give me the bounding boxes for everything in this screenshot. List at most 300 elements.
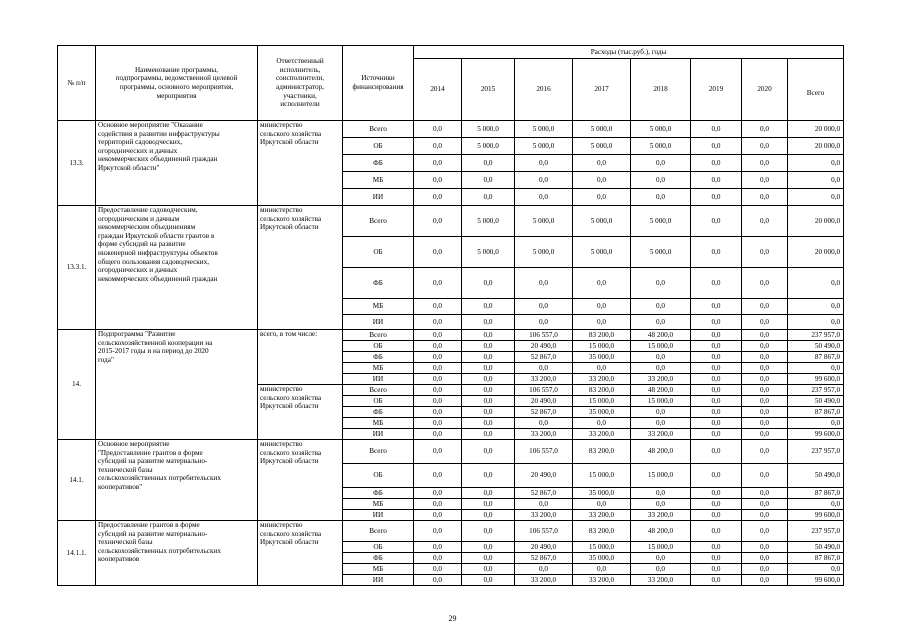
total-value: 99 600,0 [788, 374, 844, 385]
total-value: 87 867,0 [788, 407, 844, 418]
year-value: 0,0 [414, 155, 462, 172]
year-value: 0,0 [742, 189, 788, 206]
responsible-executor: министерство сельского хозяйства Иркутской области [258, 521, 343, 586]
year-value: 5 000,0 [631, 121, 691, 138]
header-year: 2019 [691, 59, 742, 121]
table-row [58, 206, 844, 237]
item-number: 13.3. [58, 121, 96, 206]
year-value: 0,0 [691, 155, 742, 172]
year-value: 0,0 [462, 499, 515, 510]
year-value: 0,0 [573, 499, 631, 510]
table-row [58, 330, 844, 341]
year-value: 0,0 [414, 341, 462, 352]
year-value: 0,0 [742, 521, 788, 542]
year-value: 0,0 [742, 553, 788, 564]
funding-source: МБ [343, 299, 414, 315]
funding-source: ОБ [343, 138, 414, 155]
header-num: № п/п [58, 46, 96, 121]
total-value: 50 490,0 [788, 396, 844, 407]
total-value: 50 490,0 [788, 341, 844, 352]
year-value: 0,0 [631, 418, 691, 429]
total-value: 20 000,0 [788, 206, 844, 237]
item-number: 14.1.1. [58, 521, 96, 586]
year-value: 0,0 [414, 363, 462, 374]
header-row-1 [58, 46, 844, 59]
year-value: 0,0 [414, 464, 462, 488]
year-value: 0,0 [631, 155, 691, 172]
year-value: 15 000,0 [573, 464, 631, 488]
year-value: 0,0 [414, 542, 462, 553]
responsible-executor: министерство сельского хозяйства Иркутской области [258, 206, 343, 330]
year-value: 0,0 [631, 299, 691, 315]
year-value: 0,0 [414, 440, 462, 464]
year-value: 0,0 [691, 575, 742, 586]
year-value: 5 000,0 [573, 237, 631, 268]
year-value: 0,0 [515, 564, 573, 575]
year-value: 83 200,0 [573, 440, 631, 464]
total-value: 0,0 [788, 155, 844, 172]
year-value: 0,0 [414, 553, 462, 564]
year-value: 33 200,0 [515, 429, 573, 440]
year-value: 0,0 [691, 510, 742, 521]
total-value: 20 000,0 [788, 138, 844, 155]
year-value: 33 200,0 [515, 510, 573, 521]
table-row [58, 440, 844, 464]
header-year: 2020 [742, 59, 788, 121]
year-value: 15 000,0 [573, 341, 631, 352]
year-value: 0,0 [414, 407, 462, 418]
year-value: 0,0 [462, 407, 515, 418]
funding-source: ОБ [343, 542, 414, 553]
total-value: 0,0 [788, 363, 844, 374]
year-value: 0,0 [462, 374, 515, 385]
year-value: 35 000,0 [573, 553, 631, 564]
year-value: 5 000,0 [631, 206, 691, 237]
year-value: 0,0 [631, 564, 691, 575]
year-value: 0,0 [631, 488, 691, 499]
year-value: 0,0 [462, 155, 515, 172]
funding-source: МБ [343, 564, 414, 575]
total-value: 99 600,0 [788, 575, 844, 586]
responsible-executor: министерство сельского хозяйства Иркутской области [258, 385, 343, 440]
year-value: 5 000,0 [515, 121, 573, 138]
year-value: 0,0 [742, 396, 788, 407]
year-value: 0,0 [742, 363, 788, 374]
year-value: 0,0 [742, 488, 788, 499]
year-value: 0,0 [631, 189, 691, 206]
year-value: 0,0 [515, 499, 573, 510]
year-value: 83 200,0 [573, 330, 631, 341]
year-value: 0,0 [573, 189, 631, 206]
year-value: 0,0 [462, 418, 515, 429]
year-value: 0,0 [691, 189, 742, 206]
year-value: 0,0 [631, 352, 691, 363]
year-value: 0,0 [414, 268, 462, 299]
item-number: 14.1. [58, 440, 96, 521]
year-value: 0,0 [691, 138, 742, 155]
year-value: 0,0 [515, 363, 573, 374]
year-value: 0,0 [515, 418, 573, 429]
total-value: 0,0 [788, 268, 844, 299]
item-name: Предоставление грантов в форме субсидий на развитие материально- технической базы сельскохозяйственных потребительских кооперативов [96, 521, 258, 586]
year-value: 0,0 [742, 121, 788, 138]
funding-source: ОБ [343, 464, 414, 488]
year-value: 0,0 [414, 237, 462, 268]
year-value: 15 000,0 [631, 396, 691, 407]
year-value: 0,0 [414, 138, 462, 155]
total-value: 0,0 [788, 418, 844, 429]
year-value: 0,0 [462, 299, 515, 315]
year-value: 5 000,0 [462, 121, 515, 138]
year-value: 0,0 [515, 315, 573, 330]
year-value: 15 000,0 [573, 396, 631, 407]
year-value: 0,0 [462, 189, 515, 206]
year-value: 0,0 [742, 429, 788, 440]
funding-source: ФБ [343, 352, 414, 363]
year-value: 83 200,0 [573, 385, 631, 396]
year-value: 0,0 [691, 315, 742, 330]
year-value: 52 867,0 [515, 352, 573, 363]
year-value: 35 000,0 [573, 407, 631, 418]
year-value: 0,0 [462, 315, 515, 330]
year-value: 0,0 [462, 488, 515, 499]
funding-source: Всего [343, 440, 414, 464]
year-value: 0,0 [691, 237, 742, 268]
funding-source: МБ [343, 363, 414, 374]
total-value: 20 000,0 [788, 121, 844, 138]
year-value: 5 000,0 [631, 138, 691, 155]
total-value: 0,0 [788, 189, 844, 206]
year-value: 20 490,0 [515, 464, 573, 488]
year-value: 0,0 [462, 352, 515, 363]
header-year: 2017 [573, 59, 631, 121]
year-value: 0,0 [515, 172, 573, 189]
year-value: 0,0 [691, 407, 742, 418]
year-value: 0,0 [742, 299, 788, 315]
total-value: 237 957,0 [788, 521, 844, 542]
header-expenses: Расходы (тыс.руб.), годы [414, 46, 844, 59]
year-value: 0,0 [573, 299, 631, 315]
year-value: 0,0 [631, 499, 691, 510]
year-value: 0,0 [742, 407, 788, 418]
year-value: 0,0 [462, 521, 515, 542]
year-value: 0,0 [742, 374, 788, 385]
year-value: 106 557,0 [515, 330, 573, 341]
table-row [58, 121, 844, 138]
year-value: 35 000,0 [573, 352, 631, 363]
year-value: 0,0 [742, 418, 788, 429]
year-value: 0,0 [691, 564, 742, 575]
year-value: 33 200,0 [631, 575, 691, 586]
year-value: 0,0 [691, 464, 742, 488]
year-value: 0,0 [573, 363, 631, 374]
year-value: 0,0 [691, 553, 742, 564]
year-value: 33 200,0 [573, 429, 631, 440]
year-value: 0,0 [691, 429, 742, 440]
total-value: 237 957,0 [788, 385, 844, 396]
year-value: 0,0 [462, 330, 515, 341]
year-value: 5 000,0 [515, 237, 573, 268]
year-value: 0,0 [742, 440, 788, 464]
year-value: 0,0 [573, 155, 631, 172]
year-value: 0,0 [515, 268, 573, 299]
year-value: 0,0 [691, 352, 742, 363]
year-value: 52 867,0 [515, 488, 573, 499]
funding-source: ИИ [343, 575, 414, 586]
year-value: 0,0 [462, 396, 515, 407]
year-value: 0,0 [414, 521, 462, 542]
year-value: 33 200,0 [631, 429, 691, 440]
year-value: 20 490,0 [515, 341, 573, 352]
year-value: 0,0 [742, 155, 788, 172]
year-value: 0,0 [462, 341, 515, 352]
total-value: 50 490,0 [788, 542, 844, 553]
year-value: 0,0 [691, 341, 742, 352]
year-value: 0,0 [691, 385, 742, 396]
year-value: 5 000,0 [462, 237, 515, 268]
year-value: 5 000,0 [573, 138, 631, 155]
year-value: 0,0 [691, 268, 742, 299]
year-value: 0,0 [742, 330, 788, 341]
funding-source: Всего [343, 521, 414, 542]
year-value: 0,0 [414, 206, 462, 237]
year-value: 0,0 [691, 521, 742, 542]
table-row [58, 521, 844, 542]
year-value: 0,0 [742, 499, 788, 510]
year-value: 48 200,0 [631, 521, 691, 542]
year-value: 106 557,0 [515, 521, 573, 542]
year-value: 0,0 [742, 564, 788, 575]
year-value: 33 200,0 [515, 575, 573, 586]
year-value: 0,0 [742, 510, 788, 521]
header-year: 2016 [515, 59, 573, 121]
year-value: 0,0 [691, 440, 742, 464]
year-value: 0,0 [742, 341, 788, 352]
year-value: 15 000,0 [631, 542, 691, 553]
year-value: 0,0 [414, 488, 462, 499]
year-value: 0,0 [742, 542, 788, 553]
funding-source: ФБ [343, 407, 414, 418]
year-value: 0,0 [414, 352, 462, 363]
year-value: 0,0 [691, 488, 742, 499]
year-value: 0,0 [414, 418, 462, 429]
year-value: 0,0 [573, 564, 631, 575]
funding-source: ИИ [343, 189, 414, 206]
budget-table [57, 45, 844, 586]
year-value: 0,0 [631, 407, 691, 418]
year-value: 0,0 [414, 299, 462, 315]
year-value: 0,0 [742, 315, 788, 330]
year-value: 0,0 [414, 315, 462, 330]
year-value: 5 000,0 [573, 121, 631, 138]
funding-source: Всего [343, 121, 414, 138]
year-value: 0,0 [462, 542, 515, 553]
header-responsible: Ответственный исполнитель, соисполнители, администратор, участники, исполнители [258, 46, 343, 121]
funding-source: ИИ [343, 510, 414, 521]
year-value: 106 557,0 [515, 385, 573, 396]
item-name: Основное мероприятие "Предоставление грантов в форме субсидий на развитие материально- технической базы сельскохозяйственных потребительских кооперативов" [96, 440, 258, 521]
year-value: 0,0 [462, 564, 515, 575]
year-value: 0,0 [631, 315, 691, 330]
funding-source: МБ [343, 418, 414, 429]
year-value: 0,0 [573, 418, 631, 429]
year-value: 33 200,0 [573, 374, 631, 385]
year-value: 0,0 [573, 268, 631, 299]
year-value: 20 490,0 [515, 542, 573, 553]
total-value: 20 000,0 [788, 237, 844, 268]
year-value: 0,0 [742, 172, 788, 189]
item-number: 14. [58, 330, 96, 440]
year-value: 35 000,0 [573, 488, 631, 499]
year-value: 52 867,0 [515, 407, 573, 418]
year-value: 0,0 [462, 429, 515, 440]
funding-source: Всего [343, 330, 414, 341]
year-value: 0,0 [691, 330, 742, 341]
funding-source: ОБ [343, 341, 414, 352]
year-value: 0,0 [515, 299, 573, 315]
year-value: 0,0 [631, 268, 691, 299]
year-value: 0,0 [691, 396, 742, 407]
funding-source: ФБ [343, 268, 414, 299]
header-name: Наименование программы, подпрограммы, ведомственной целевой программы, основного мероприятия, мероприятия [96, 46, 258, 121]
responsible-executor: министерство сельского хозяйства Иркутской области [258, 121, 343, 206]
year-value: 5 000,0 [631, 237, 691, 268]
year-value: 0,0 [515, 155, 573, 172]
year-value: 33 200,0 [631, 374, 691, 385]
year-value: 0,0 [573, 172, 631, 189]
year-value: 0,0 [742, 575, 788, 586]
item-number: 13.3.1. [58, 206, 96, 330]
budget-table-sheet [57, 45, 843, 586]
year-value: 106 557,0 [515, 440, 573, 464]
year-value: 0,0 [462, 385, 515, 396]
year-value: 0,0 [742, 464, 788, 488]
total-value: 50 490,0 [788, 464, 844, 488]
total-value: 99 600,0 [788, 510, 844, 521]
year-value: 48 200,0 [631, 440, 691, 464]
year-value: 5 000,0 [462, 138, 515, 155]
year-value: 15 000,0 [573, 542, 631, 553]
year-value: 0,0 [414, 121, 462, 138]
funding-source: ФБ [343, 553, 414, 564]
year-value: 33 200,0 [573, 575, 631, 586]
year-value: 33 200,0 [573, 510, 631, 521]
year-value: 0,0 [414, 499, 462, 510]
total-value: 0,0 [788, 299, 844, 315]
funding-source: ИИ [343, 429, 414, 440]
year-value: 0,0 [462, 553, 515, 564]
year-value: 0,0 [515, 189, 573, 206]
year-value: 0,0 [462, 464, 515, 488]
year-value: 0,0 [462, 268, 515, 299]
total-value: 87 867,0 [788, 488, 844, 499]
year-value: 0,0 [573, 315, 631, 330]
year-value: 0,0 [414, 374, 462, 385]
year-value: 33 200,0 [515, 374, 573, 385]
year-value: 15 000,0 [631, 341, 691, 352]
year-value: 15 000,0 [631, 464, 691, 488]
year-value: 52 867,0 [515, 553, 573, 564]
year-value: 0,0 [742, 385, 788, 396]
year-value: 0,0 [742, 268, 788, 299]
item-name: Основное мероприятие "Оказание содействия в развитии инфраструктуры территорий садоводческих, огороднических и дачных некоммерческих объединений граждан Иркутской области" [96, 121, 258, 206]
total-value: 0,0 [788, 172, 844, 189]
year-value: 0,0 [631, 553, 691, 564]
funding-source: ОБ [343, 237, 414, 268]
year-value: 0,0 [691, 374, 742, 385]
year-value: 0,0 [742, 237, 788, 268]
year-value: 0,0 [742, 206, 788, 237]
year-value: 0,0 [414, 396, 462, 407]
header-year: 2014 [414, 59, 462, 121]
year-value: 0,0 [414, 564, 462, 575]
year-value: 5 000,0 [515, 206, 573, 237]
year-value: 0,0 [691, 172, 742, 189]
year-value: 0,0 [691, 542, 742, 553]
total-value: 237 957,0 [788, 440, 844, 464]
year-value: 0,0 [414, 172, 462, 189]
year-value: 83 200,0 [573, 521, 631, 542]
year-value: 0,0 [691, 121, 742, 138]
year-value: 0,0 [691, 206, 742, 237]
year-value: 5 000,0 [515, 138, 573, 155]
item-name: Подпрограмма "Развитие сельскохозяйственной кооперации на 2015-2017 годы и на период до 2020 года" [96, 330, 258, 440]
year-value: 5 000,0 [462, 206, 515, 237]
funding-source: ФБ [343, 488, 414, 499]
year-value: 5 000,0 [573, 206, 631, 237]
year-value: 0,0 [414, 189, 462, 206]
funding-source: МБ [343, 172, 414, 189]
year-value: 48 200,0 [631, 330, 691, 341]
year-value: 0,0 [742, 138, 788, 155]
header-year: 2015 [462, 59, 515, 121]
year-value: 0,0 [691, 299, 742, 315]
funding-source: ИИ [343, 315, 414, 330]
total-value: 0,0 [788, 315, 844, 330]
funding-source: Всего [343, 385, 414, 396]
year-value: 0,0 [691, 363, 742, 374]
total-value: 0,0 [788, 499, 844, 510]
responsible-executor: всего, в том числе: [258, 330, 343, 385]
year-value: 0,0 [462, 440, 515, 464]
total-value: 237 957,0 [788, 330, 844, 341]
year-value: 0,0 [462, 575, 515, 586]
total-value: 99 600,0 [788, 429, 844, 440]
year-value: 0,0 [631, 363, 691, 374]
funding-source: МБ [343, 499, 414, 510]
funding-source: ФБ [343, 155, 414, 172]
header-year: 2018 [631, 59, 691, 121]
year-value: 0,0 [414, 429, 462, 440]
year-value: 0,0 [414, 510, 462, 521]
year-value: 0,0 [414, 330, 462, 341]
item-name: Предоставление садоводческим, огородническим и дачным некоммерческим объединениям граждан Иркутской области грантов в форме субсидий на развитие инженерной инфраструктуры объектов общего пользования садоводческих, огороднических и дачных некоммерческих объединений граждан [96, 206, 258, 330]
year-value: 33 200,0 [631, 510, 691, 521]
year-value: 20 490,0 [515, 396, 573, 407]
year-value: 0,0 [414, 385, 462, 396]
page-number: 29 [448, 614, 457, 623]
header-source: Источники финансирования [343, 46, 414, 121]
funding-source: ОБ [343, 396, 414, 407]
year-value: 0,0 [414, 575, 462, 586]
total-value: 0,0 [788, 564, 844, 575]
funding-source: ИИ [343, 374, 414, 385]
funding-source: Всего [343, 206, 414, 237]
year-value: 0,0 [462, 510, 515, 521]
year-value: 0,0 [631, 172, 691, 189]
year-value: 0,0 [742, 352, 788, 363]
year-value: 0,0 [462, 172, 515, 189]
